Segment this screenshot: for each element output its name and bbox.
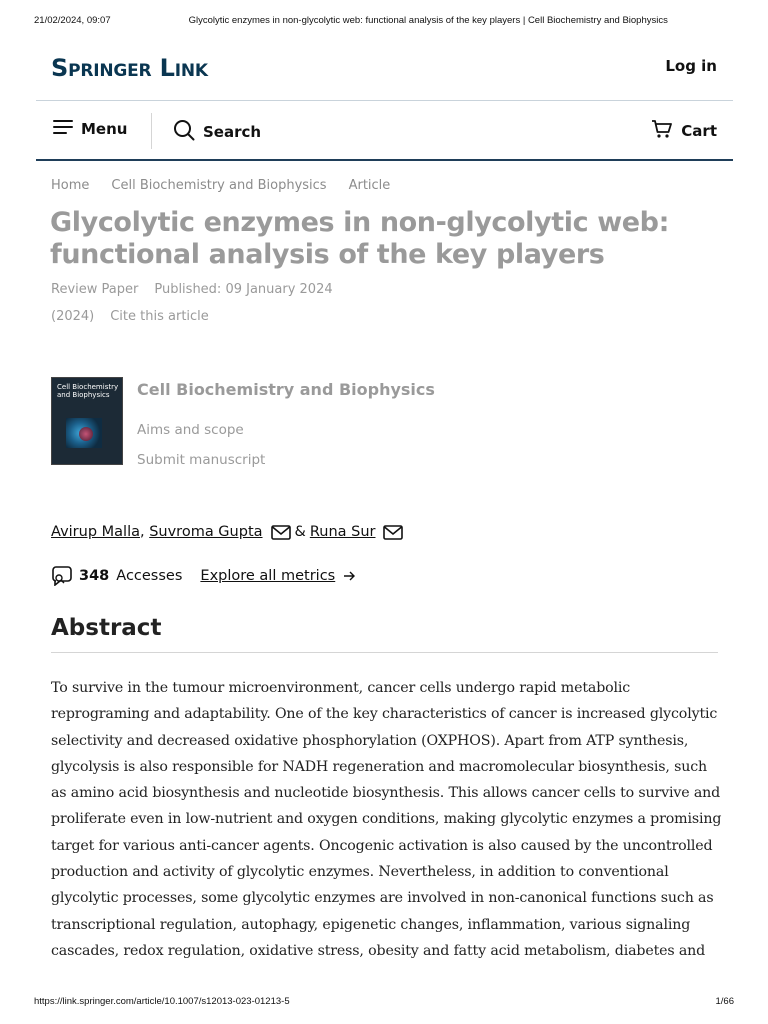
abstract-text: To survive in the tumour microenvironment, cancer cells undergo rapid metabolic reprograming and adaptability. One of the key characteristics of cancer is increased glycolytic selectivity and decreased oxidative phosphorylation (OXPHOS). Apart from ATP synthesis, glycolysis is also responsible for NADH regeneration and macromolecular biosynthesis, such as amino acid biosynthesis and nucleotide biosynthesis. This allows cancer cells to survive and proliferate even in low-nutrient and oxygen conditions, making glycolytic enzymes a promising target for various anti-cancer agents. Oncogenic activation is also caused by the uncontrolled production and activity of glycolytic enzymes. Nevertheless, in addition to conventional glycolytic processes, some glycolytic enzymes are involved in non-canonical functions such as transcriptional regulation, autophagy, epigenetic changes, inflammation, various signaling cascades, redox regulation, oxidative stress, obesity and fatty acid metabolism, diabetes and: [51, 680, 722, 959]
author-link[interactable]: Avirup Malla: [51, 524, 140, 540]
submit-manuscript-link[interactable]: Submit manuscript: [137, 452, 266, 468]
search-button[interactable]: [173, 119, 261, 145]
abstract-divider: [51, 652, 718, 653]
nav-bar: [36, 101, 733, 161]
cover-artwork-accent: [79, 427, 93, 441]
cite-article-link[interactable]: Cite this article: [110, 309, 209, 324]
print-url: https://link.springer.com/article/10.1007/s12013-023-01213-5: [34, 996, 290, 1007]
author-separator: ,: [139, 524, 150, 540]
article-citation-row: [51, 309, 209, 324]
author-link[interactable]: Suvroma Gupta: [149, 524, 263, 540]
article-type: Review Paper: [51, 282, 139, 297]
print-page-title: Glycolytic enzymes in non-glycolytic web: functional analysis of the key players | Cell Biochemistry and Biophysics: [188, 15, 668, 26]
explore-metrics-link[interactable]: Explore all metrics: [200, 568, 336, 584]
nav-divider: [151, 113, 152, 149]
metrics-row: [51, 566, 356, 586]
print-datetime: 21/02/2024, 09:07: [34, 15, 111, 26]
breadcrumb-journal[interactable]: Cell Biochemistry and Biophysics: [111, 178, 327, 193]
search-label: Search: [203, 123, 262, 141]
aims-scope-link[interactable]: Aims and scope: [137, 422, 244, 438]
accesses-label: Accesses: [116, 568, 183, 584]
author-link[interactable]: Runa Sur: [309, 524, 376, 540]
accesses-count: 348: [79, 568, 110, 584]
print-header: [34, 15, 734, 26]
menu-label: Menu: [81, 120, 128, 138]
menu-button[interactable]: [53, 119, 127, 139]
article-meta: [51, 282, 333, 297]
author-ampersand: &: [294, 524, 306, 540]
top-bar: [36, 44, 733, 101]
accesses-icon: [51, 566, 73, 586]
breadcrumb-home[interactable]: Home: [51, 178, 90, 193]
breadcrumb-article[interactable]: Article: [348, 178, 391, 193]
journal-name-link[interactable]: Cell Biochemistry and Biophysics: [137, 380, 435, 399]
print-page-number: 1/66: [715, 996, 734, 1007]
springer-link-logo[interactable]: [51, 54, 208, 82]
arrow-right-icon: [343, 570, 356, 582]
mail-icon[interactable]: [383, 525, 403, 540]
author-list: [51, 524, 403, 540]
logo-text: Springer Link: [51, 54, 208, 82]
breadcrumb: [51, 178, 390, 193]
hamburger-icon: [53, 119, 73, 139]
cart-label: Cart: [681, 122, 717, 140]
article-title: Glycolytic enzymes in non-glycolytic web: functional analysis of the key players: [50, 207, 669, 270]
mail-icon[interactable]: [271, 525, 291, 540]
journal-cover-image[interactable]: [51, 377, 123, 465]
published-date: Published: 09 January 2024: [154, 282, 333, 297]
print-footer: [34, 996, 734, 1007]
cover-title: Cell Biochemistry and Biophysics: [57, 383, 119, 399]
cart-icon: [651, 119, 673, 143]
cart-button[interactable]: [651, 119, 717, 143]
article-year: (2024): [51, 309, 95, 324]
login-link[interactable]: Log in: [665, 57, 717, 75]
abstract-heading: Abstract: [51, 615, 162, 641]
search-icon: [173, 119, 195, 145]
